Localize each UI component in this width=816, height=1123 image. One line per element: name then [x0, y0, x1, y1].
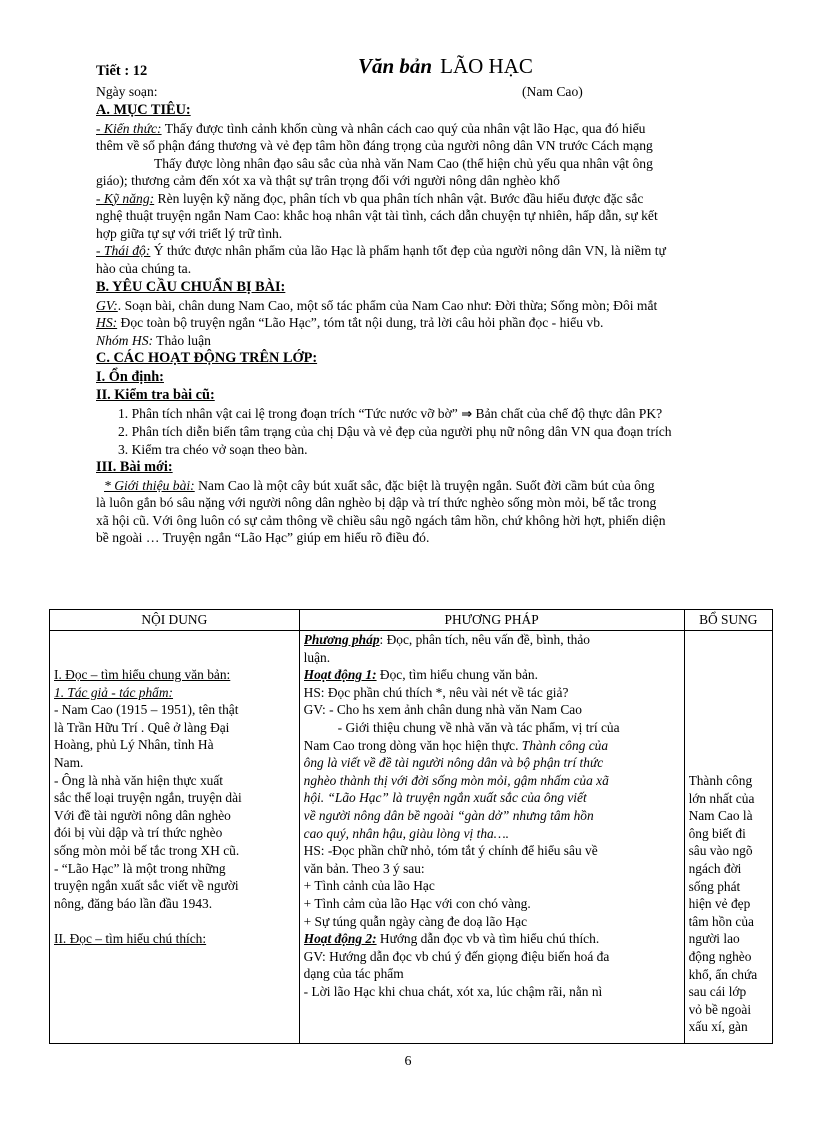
student-prep: HS: Đọc toàn bộ truyện ngắn “Lão Hạc”, tóm tắt nội dung, trả lời câu hỏi phần đọc - hiểu vb.	[96, 315, 604, 330]
new-lesson-heading: III. Bài mới:	[96, 459, 173, 475]
knowledge-paragraph: - Kiến thức: Thấy được tình cảnh khốn cùng và nhân cách cao quý của nhân vật lão Hạc, qua đó hiểu	[96, 120, 646, 136]
content-column: I. Đọc – tìm hiểu chung văn bản: 1. Tác giả - tác phẩm: - Nam Cao (1915 – 1951), tên thật là Trần Hữu Trí . Quê ở làng Đại Hoàng, phủ Lý Nhân, tỉnh Hà Nam. - Ông là nhà văn hiện thực xuất sắc thể loại truyện ngắn, truyện dài Với đề tài người nông dân nghèo đói bị vùi dập và trí thức nghèo sống mòn mỏi bế tắc trong XH cũ. - “Lão Hạc” là một trong những truyện ngắn xuất sắc viết về người nông, đăng báo lần đầu 1943. II. Đọc – tìm hiểu chú thích:	[50, 631, 300, 1044]
group-prep: Nhóm HS: Thảo luận	[96, 332, 211, 348]
page-number: 6	[404, 1054, 412, 1069]
section-b-heading: B. YÊU CẦU CHUẨN BỊ BÀI:	[96, 279, 286, 295]
review-question-2: 2. Phân tích diễn biến tâm trạng của chị Dậu và vẻ đẹp của người phụ nữ nông dân VN qua đoạn trích	[118, 424, 672, 439]
header-method: PHƯƠNG PHÁP	[299, 610, 684, 631]
lesson-number: Tiết : 12	[96, 63, 148, 79]
lesson-body: A. MỤC TIÊU: - Kiến thức: Thấy được tình cảnh khốn cùng và nhân cách cao quý của nhân vật lão Hạc, qua đó hiểu thêm về số phận đáng thương và vẻ đẹp tâm hồn đáng trọng của người nông dân VN trước Cách mạng Thấy được lòng nhân đạo sâu sắc của nhà văn Nam Cao (thể hiện chủ yếu qua nhân vật ông giáo); thương cảm đến xót xa và thật sự trân trọng đối với người nông dân nghèo khổ - Kỹ năng: Rèn luyện kỹ năng đọc, phân tích vb qua phân tích nhân vật. Bước đầu hiểu được đặc sắc nghệ thuật truyện ngắn Nam Cao: khắc hoạ nhân vật tài tình, cách dẫn chuyện tự nhiên, hấp dẫn, sự kết hợp giữa tự sự với triết lý trữ tình. - Thái độ: Ý thức được nhân phẩm của lão Hạc là phẩm hạnh tốt đẹp của người nông dân VN, là niềm tự hào của chúng ta. B. YÊU CẦU CHUẨN BỊ BÀI: GV:. Soạn bài, chân dung Nam Cao, một số tác phẩm của Nam Cao như: Đời thừa; Sống mòn; Đôi mắt HS: Đọc toàn bộ truyện ngắn “Lão Hạc”, tóm tắt nội dung, trả lời câu hỏi phần đọc - hiểu vb. Nhóm HS: Thảo luận C. CÁC HOẠT ĐỘNG TRÊN LỚP: I. Ổn định: II. Kiểm tra bài cũ: 1. Phân tích nhân vật cai lệ trong đoạn trích “Tức nước vỡ bờ” ⇒ Bản chất của chế độ thực dân PK? 2. Phân tích diễn biến tâm trạng của chị Dậu và vẻ đẹp của người phụ nữ nông dân VN qua đoạn trích 3. Kiểm tra chéo vở soạn theo bàn. III. Bài mới: * Giới thiệu bài: Nam Cao là một cây bút xuất sắc, đặc biệt là truyện ngắn. Suốt đời cầm bút của ông là luôn gắn bó sâu nặng với người nông dân nghèo bị dập và trí thức nghèo sống mòn mỏi, bế tắc trong xã hội cũ. Với ông luôn có sự cảm thông về chiều sâu ngõ ngách tâm hồn, chứ không hời hợt, phiến diện bề ngoài … Truyện ngắn “Lão Hạc” giúp em hiểu rõ điều đó.	[96, 101, 772, 547]
section-a-heading: A. MỤC TIÊU:	[96, 102, 191, 118]
review-heading: II. Kiểm tra bài cũ:	[96, 387, 215, 403]
lesson-title: Văn bản LÃO HẠC	[358, 54, 533, 78]
arrow-right-icon: ⇒	[461, 406, 473, 422]
method-column: Phương pháp: Đọc, phân tích, nêu vấn đề, bình, thảo luận. Hoạt động 1: Đọc, tìm hiểu chung văn bản. HS: Đọc phần chú thích *, nêu vài nét về tác giả? GV: - Cho hs xem ảnh chân dung nhà văn Nam Cao - Giới thiệu chung về nhà văn và tác phẩm, vị trí của Nam Cao trong dòng văn học hiện thực. Thành công của ông là viết về đề tài người nông dân và bộ phận trí thức nghèo thành thị với đời sống mòn mỏi, gậm nhấm của xã hội. “Lão Hạc” là truyện ngắn xuất sắc của ông viết về người nông dân bề ngoài “gàn dở” nhưng tâm hồn cao quý, nhân hậu, giàu lòng vị tha…. HS: -Đọc phần chữ nhỏ, tóm tắt ý chính để hiểu sâu về văn bản. Theo 3 ý sau: + Tình cảnh của lão Hạc + Tình cảm của lão Hạc với con chó vàng. + Sự túng quẫn ngày càng đe doạ lão Hạc Hoạt động 2: Hướng dẫn đọc vb và tìm hiểu chú thích. GV: Hướng dẫn đọc vb chú ý đến giọng điệu biến hoá đa dạng của tác phẩm - Lời lão Hạc khi chua chát, xót xa, lúc chậm rãi, nằn nì	[299, 631, 684, 1044]
skills-paragraph: - Kỹ năng: Rèn luyện kỹ năng đọc, phân tích vb qua phân tích nhân vật. Bước đầu hiểu được đặc sắc	[96, 190, 644, 206]
prep-date-label: Ngày soạn:	[96, 84, 158, 99]
section-c-heading: C. CÁC HOẠT ĐỘNG TRÊN LỚP:	[96, 350, 318, 366]
stabilize-heading: I. Ổn định:	[96, 368, 164, 385]
lesson-header	[96, 54, 776, 104]
review-question-1: 1. Phân tích nhân vật cai lệ trong đoạn trích “Tức nước vỡ bờ” ⇒ Bản chất của chế độ thực dân PK?	[118, 405, 663, 422]
review-question-3: 3. Kiểm tra chéo vở soạn theo bàn.	[118, 441, 308, 457]
attitude-paragraph: - Thái độ: Ý thức được nhân phẩm của lão Hạc là phẩm hạnh tốt đẹp của người nông dân VN, là niềm tự	[96, 243, 666, 258]
header-content: NỘI DUNG	[50, 610, 300, 631]
lesson-table	[49, 609, 773, 1044]
teacher-prep: GV:. Soạn bài, chân dung Nam Cao, một số tác phẩm của Nam Cao như: Đời thừa; Sống mòn; Đôi mắt	[96, 297, 658, 313]
supplement-column: Thành công lớn nhất của Nam Cao là ông biết đi sâu vào ngõ ngách đời sống phát hiện vẻ đẹp tâm hồn của người lao động nghèo khổ, ẩn chứa sau cái lớp vỏ bề ngoài xấu xí, gàn	[684, 631, 772, 1044]
author-name: (Nam Cao)	[522, 84, 583, 99]
intro-paragraph: * Giới thiệu bài: Nam Cao là một cây bút xuất sắc, đặc biệt là truyện ngắn. Suốt đời cầm bút của ông	[104, 477, 655, 493]
header-supplement: BỔ SUNG	[684, 610, 772, 631]
